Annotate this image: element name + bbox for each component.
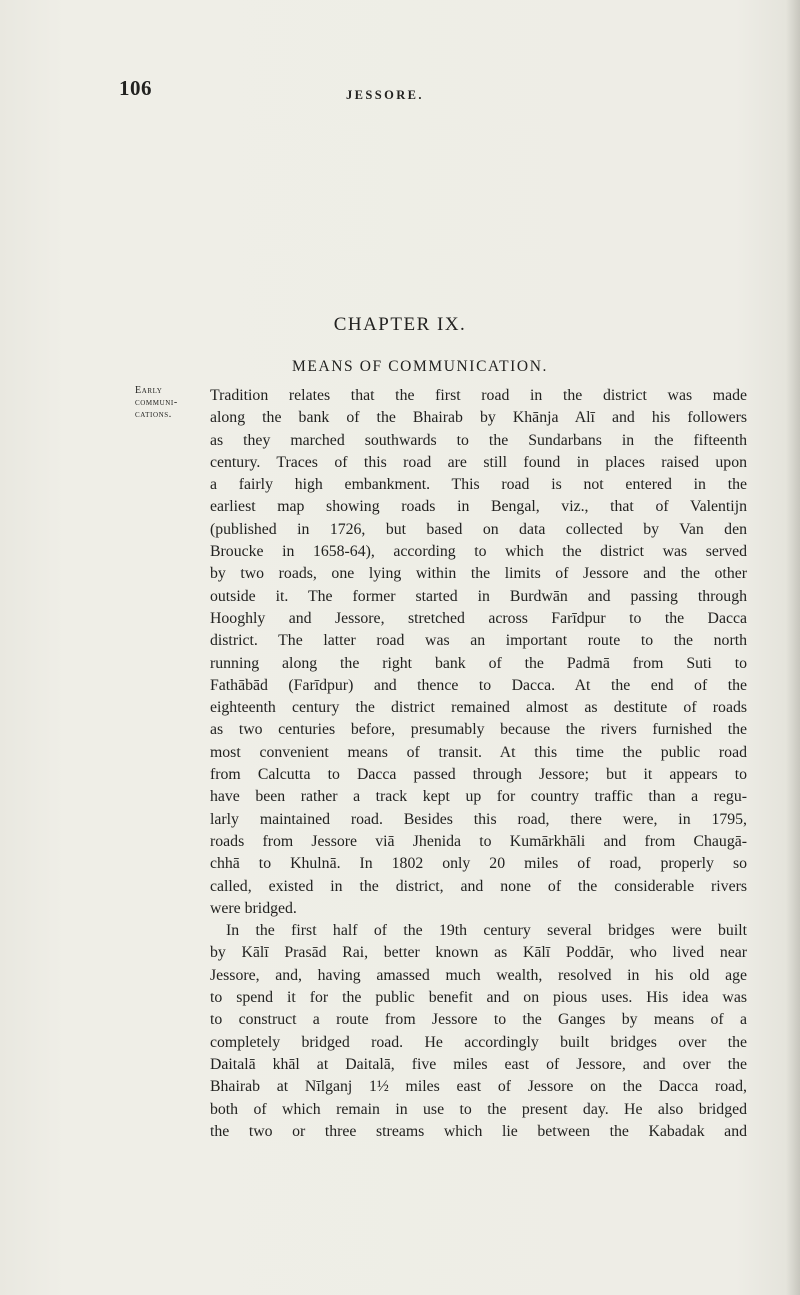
text-line: Fathābād (Farīdpur) and thence to Dacca. At the end of the [210,676,747,694]
text-line: as two centuries before, presumably because the rivers furnished the [210,721,747,739]
text-line: roads from Jessore viā Jhenida to Kumārkhāli and from Chaugā- [210,832,747,850]
running-head: JESSORE. [346,88,424,102]
margin-note [135,385,205,421]
text-line: Hooghly and Jessore, stretched across Farīdpur to the Dacca [210,609,747,627]
body-text [210,385,747,1143]
text-line: century. Traces of this road are still found in places raised upon [210,453,747,471]
text-line: chhā to Khulnā. In 1802 only 20 miles of road, properly so [210,855,747,873]
text-line: Bhairab at Nīlganj 1½ miles east of Jessore on the Dacca road, [210,1078,747,1096]
text-line: most convenient means of transit. At this time the public road [210,743,747,761]
text-line: by Kālī Prasād Rai, better known as Kālī Poddār, who lived near [210,944,747,962]
text-line: earliest map showing roads in Bengal, viz., that of Valentijn [210,498,747,516]
text-line: a fairly high embankment. This road is not entered in the [210,476,747,494]
text-line: to spend it for the public benefit and on pious uses. His idea was [210,989,747,1007]
margin-note-line: Early [135,385,163,396]
text-line: In the first half of the 19th century several bridges were built [226,922,747,940]
text-line: to construct a route from Jessore to the Ganges by means of a [210,1011,747,1029]
text-line: by two roads, one lying within the limits of Jessore and the other [210,565,747,583]
text-line: have been rather a track kept up for country traffic than a regu- [210,788,747,806]
text-line: Daitalā khāl at Daitalā, five miles east of Jessore, and over the [210,1055,747,1073]
text-line: larly maintained road. Besides this road, there were, in 1795, [210,810,747,828]
text-line: as they marched southwards to the Sundarbans in the fifteenth [210,431,747,449]
margin-note-line: communi- [135,397,178,408]
text-line: along the bank of the Bhairab by Khānja Alī and his followers [210,409,747,427]
page-edge-shadow [786,0,800,1295]
page-number: 106 [119,76,152,100]
text-line: district. The latter road was an important route to the north [210,632,747,650]
text-line: Jessore, and, having amassed much wealth, resolved in his old age [210,966,747,984]
text-line: Broucke in 1658-64), according to which the district was served [210,543,747,561]
text-line: from Calcutta to Dacca passed through Jessore; but it appears to [210,766,747,784]
text-line: Tradition relates that the first road in the district was made [210,387,747,404]
text-line: both of which remain in use to the present day. He also bridged [210,1100,747,1118]
chapter-title: CHAPTER IX. [333,314,467,335]
text-line: completely bridged road. He accordingly built bridges over the [210,1033,747,1051]
margin-note-line: cations. [135,409,172,420]
text-line: running along the right bank of the Padmā from Suti to [210,654,747,672]
text-line: eighteenth century the district remained almost as destitute of roads [210,699,747,717]
text-line: outside it. The former started in Burdwān and passing through [210,587,747,605]
text-line: called, existed in the district, and none of the considerable rivers [210,877,747,895]
text-line: (published in 1726, but based on data collected by Van den [210,520,747,538]
text-line: were bridged. [210,899,297,917]
section-title: MEANS OF COMMUNICATION. [292,358,548,375]
text-line: the two or three streams which lie between the Kabadak and [210,1122,747,1140]
